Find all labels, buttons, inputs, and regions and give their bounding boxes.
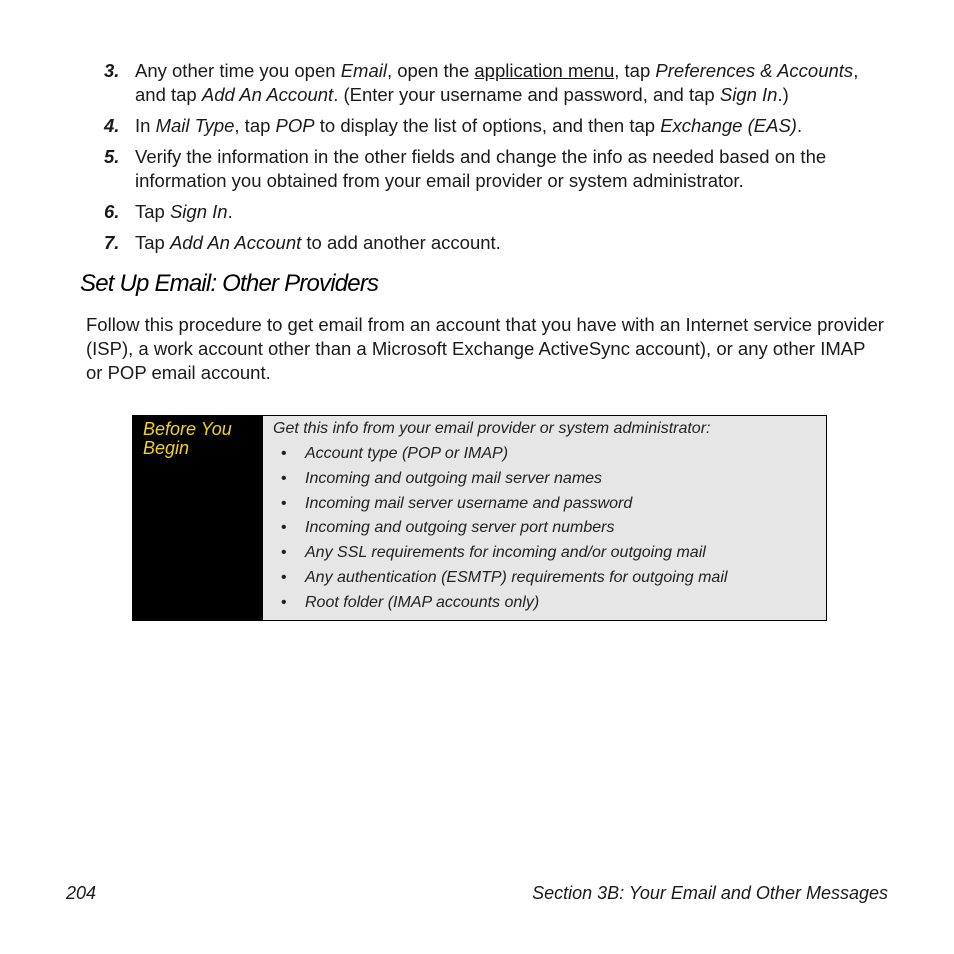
step-text — [135, 115, 802, 136]
before-you-begin-box — [132, 415, 827, 621]
step-text-run: In — [135, 115, 156, 136]
before-you-begin-content — [263, 416, 826, 620]
section-title: Set Up Email: Other Providers — [80, 270, 379, 297]
list-item: • Any SSL requirements for incoming and/or outgoing mail — [273, 544, 816, 562]
section-intro: Follow this procedure to get email from an account that you have with an Internet service provider (ISP), a work account other than a Microsoft Exchange ActiveSync account), or any other IMAP or POP email account. — [86, 314, 884, 383]
footer-section-name: Section 3B: Your Email and Other Messages — [532, 883, 888, 903]
before-you-begin-label: Before You Begin — [133, 416, 263, 620]
step-list — [104, 59, 894, 262]
step-item — [104, 200, 894, 224]
before-you-begin-intro: Get this info from your email provider or system administrator: — [273, 420, 711, 437]
list-item: • Incoming mail server username and password — [273, 495, 816, 513]
step-text-run: . (Enter your username and password, and tap — [333, 84, 720, 105]
step-item — [104, 114, 894, 138]
ui-term: POP — [275, 115, 315, 136]
step-text-run: , tap — [614, 60, 656, 81]
step-item — [104, 145, 894, 193]
step-text-run: Tap — [135, 201, 170, 222]
list-item: • Account type (POP or IMAP) — [273, 445, 816, 463]
step-text-run: Any other time you open — [135, 60, 341, 81]
step-number: 7. — [104, 232, 120, 253]
ui-term: Mail Type — [155, 115, 235, 136]
ui-term: Preferences & Accounts — [655, 60, 854, 81]
step-text-run: to display the list of options, and then tap — [314, 115, 661, 136]
ui-term: Email — [340, 60, 387, 81]
step-text-run: , tap — [234, 115, 276, 136]
list-item: • Incoming and outgoing server port numbers — [273, 519, 816, 537]
step-text-run: . — [796, 115, 803, 136]
step-number: 3. — [104, 60, 120, 81]
ui-term: Sign In — [169, 201, 228, 222]
ui-term: Exchange (EAS) — [660, 115, 797, 136]
before-you-begin-list — [273, 445, 816, 612]
list-item: • Root folder (IMAP accounts only) — [273, 594, 816, 612]
step-text — [135, 201, 233, 222]
step-number: 6. — [104, 201, 120, 222]
ui-term: Add An Account — [169, 232, 302, 253]
step-text-run: Tap — [135, 232, 170, 253]
step-text — [135, 60, 858, 105]
step-text-run: , and tap — [135, 60, 859, 105]
step-text-run: to add another account. — [301, 232, 501, 253]
list-item: • Any authentication (ESMTP) requirements for outgoing mail — [273, 569, 816, 587]
step-number: 4. — [104, 115, 120, 136]
step-text — [135, 232, 501, 253]
ui-term: Sign In — [719, 84, 778, 105]
page-number: 204 — [66, 883, 97, 903]
inline-link[interactable]: application menu — [474, 60, 615, 81]
list-item: • Incoming and outgoing mail server names — [273, 470, 816, 488]
step-number: 5. — [104, 146, 120, 167]
step-item — [104, 59, 894, 107]
step-item — [104, 231, 894, 255]
step-text-run: . — [227, 201, 233, 222]
step-text — [135, 146, 826, 191]
step-text-run: Verify the information in the other fields and change the info as needed based on the information you obtained from your email provider or system administrator. — [135, 146, 827, 191]
step-text-run: , open the — [386, 60, 475, 81]
ui-term: Add An Account — [201, 84, 334, 105]
step-text-run: .) — [777, 84, 789, 105]
